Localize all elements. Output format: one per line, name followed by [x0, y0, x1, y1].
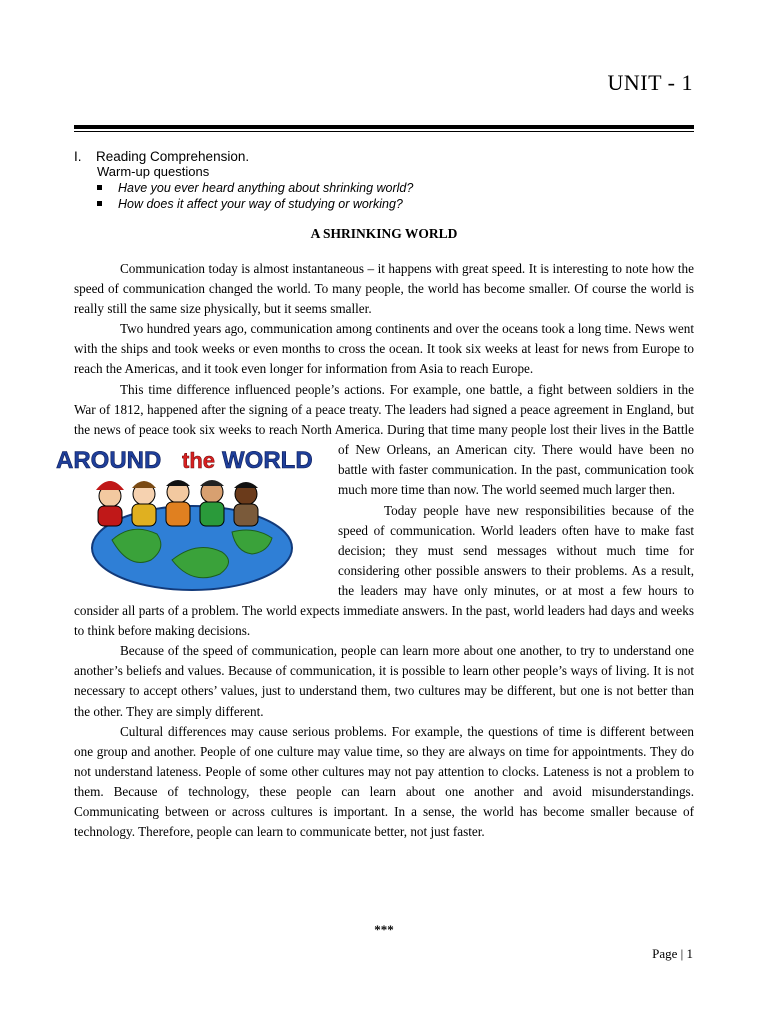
page-number: Page | 1 [652, 946, 693, 961]
warmup-label: Warm-up questions [97, 164, 210, 179]
paragraph: Communication today is almost instantaneous – it happens with great speed. It is interesting to note how the speed of communication changed the world. To many people, the world has become smaller. Of course the world is really still the same size physically, but it seems smaller. [74, 261, 694, 317]
header-rule-thick [74, 125, 694, 129]
paragraph: Because of the speed of communication, people can learn more about one another, to try to understand one another’s beliefs and values. Because of communication, it is possible to learn other people’s ways of living. It is not necessary to accept others’ values, just to understand them, two cultures may be different, but one is not better than the other. They are simply different. [74, 643, 694, 719]
paragraph-text: have been no battle with faster communication. In the past, communication took much more time than now. The world seemed much larger then. [338, 442, 694, 498]
question-item [97, 180, 413, 196]
section-number: I. [74, 149, 82, 164]
paragraph: Two hundred years ago, communication among continents and over the oceans took a long time. News went with the ships and took weeks or even months to cross the ocean. It took six weeks at least for news from Europe to reach the Americas, and it took even longer for information from Asia to reach Europe. [74, 321, 694, 377]
paragraph-text: This time difference influenced people’s actions. For example, one battle, a fight between soldiers in the War of 1812, happened after the signing of a peace treaty. The leaders had signed a peace agreement in England, but the news of peace took six weeks to reach North America. During that time many people lost their lives in the Battle of New Orleans, an American city. There would [74, 382, 694, 458]
question-text: How does it affect your way of studying or working? [118, 197, 403, 211]
square-bullet-icon [97, 201, 102, 206]
header-rule-thin [74, 131, 694, 132]
end-mark: *** [374, 922, 394, 937]
article-body [74, 259, 694, 380]
globe-people-icon [52, 440, 324, 592]
paragraph: Today people have new responsibilities because of the speed of communication. World leaders often have to make fast decision; they must send messages without much time for considering other possible answers to their problems. As a result, the leaders may have only minutes, or at most a few hours to consider all parts of a problem. The world expects immediate answers. In the past, world leaders had days and weeks to think before making decisions. [74, 502, 694, 639]
section-heading [74, 149, 249, 164]
unit-title: UNIT - 1 [607, 70, 693, 95]
figure-word-the: the [182, 448, 215, 474]
article-title: A SHRINKING WORLD [310, 226, 458, 241]
figure-word-world: WORLD [222, 447, 313, 475]
question-text: Have you ever heard anything about shrinking world? [118, 181, 414, 195]
question-item [97, 196, 413, 212]
paragraph: Cultural differences may cause serious problems. For example, the questions of time is different between one group and another. People of one culture may value time, so they are always on time for appointments. They do not understand lateness. People of some other cultures may not pay attention to clocks. Lateness is not a problem to them. Because of technology, these people can learn about one another and avoid misunderstandings. Communicating between or across cultures is important. In a sense, the world has become smaller because of technology. Therefore, people can learn to communicate better, not just faster. [74, 723, 694, 840]
square-bullet-icon [97, 185, 102, 190]
around-the-world-illustration [52, 440, 324, 592]
article-body-flow [56, 380, 694, 842]
section-title: Reading Comprehension. [96, 149, 250, 164]
warmup-questions [97, 180, 413, 212]
figure-word-around: AROUND [56, 447, 162, 475]
paragraph [56, 380, 694, 501]
